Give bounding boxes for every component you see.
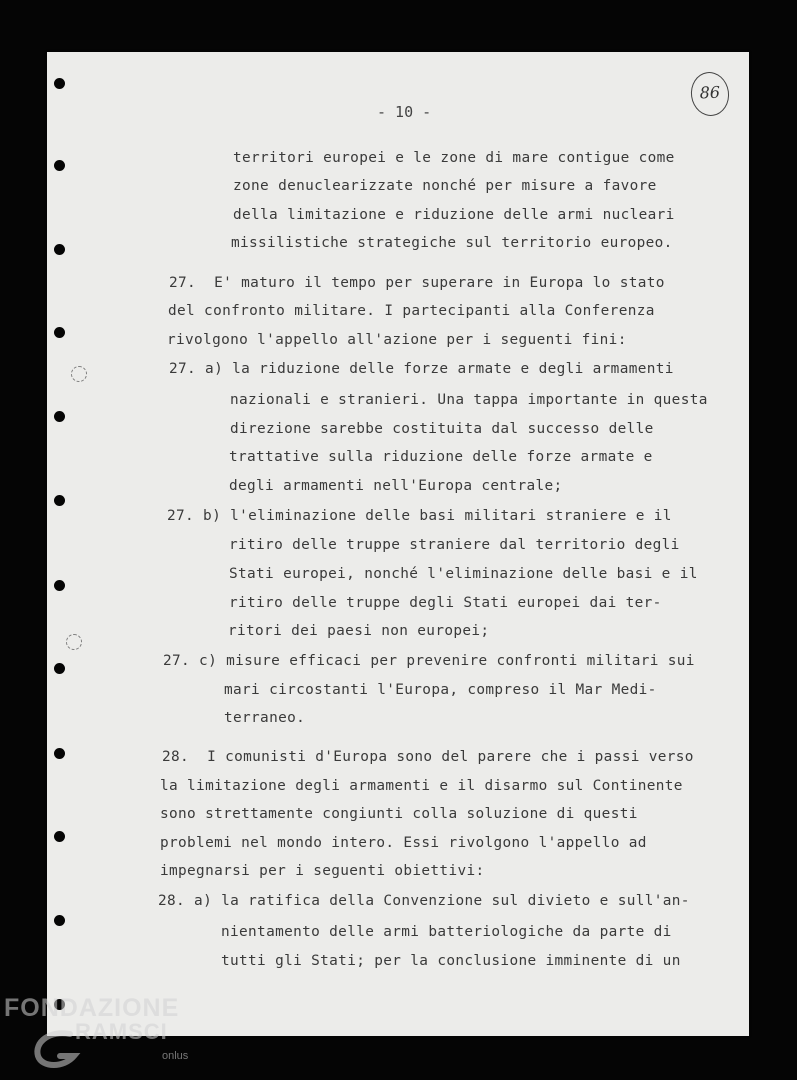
text-line: nientamento delle armi batteriologiche da parte di (221, 924, 672, 940)
punch-hole (54, 495, 65, 506)
punch-hole (54, 748, 65, 759)
archive-stamp (688, 70, 732, 119)
page-number: - 10 - (377, 103, 432, 121)
text-line: ritori dei paesi non europei; (228, 623, 490, 639)
text-line: della limitazione e riduzione delle armi nucleari (233, 207, 675, 223)
watermark-line2: RAMSCI (75, 1019, 168, 1044)
text-line: missilistiche strategiche sul territorio europeo. (231, 235, 673, 251)
text-line: ritiro delle truppe straniere dal territorio degli (229, 537, 680, 553)
punch-hole (54, 831, 65, 842)
punch-hole (54, 915, 65, 926)
watermark-line1: FONDAZIONE (4, 994, 180, 1022)
text-line: 28. I comunisti d'Europa sono del parere che i passi verso (162, 749, 694, 765)
punch-hole (54, 327, 65, 338)
punch-hole (54, 244, 65, 255)
punch-hole (54, 78, 65, 89)
text-line: ritiro delle truppe degli Stati europei dai ter- (229, 595, 662, 611)
watermark-fondazione-gramsci (0, 990, 220, 1080)
archive-stamp-number: 86 (699, 82, 721, 103)
text-line: tutti gli Stati; per la conclusione imminente di un (221, 953, 681, 969)
text-line: Stati europei, nonché l'eliminazione delle basi e il (229, 566, 698, 582)
reinforcement-ring (66, 634, 82, 650)
text-line: nazionali e stranieri. Una tappa importante in questa (230, 392, 708, 408)
text-line: degli armamenti nell'Europa centrale; (229, 478, 563, 494)
text-line: la limitazione degli armamenti e il disarmo sul Continente (160, 778, 683, 794)
punch-hole (54, 580, 65, 591)
punch-hole (54, 160, 65, 171)
text-line: trattative sulla riduzione delle forze armate e (229, 449, 653, 465)
text-line: del confronto militare. I partecipanti alla Conferenza (168, 303, 655, 319)
text-line: territori europei e le zone di mare contigue come (233, 150, 675, 166)
text-line: mari circostanti l'Europa, compreso il Mar Medi- (224, 682, 657, 698)
text-line: 27. c) misure efficaci per prevenire confronti militari sui (163, 653, 695, 669)
punch-hole (54, 663, 65, 674)
text-line: 27. E' maturo il tempo per superare in Europa lo stato (169, 275, 665, 291)
text-line: problemi nel mondo intero. Essi rivolgono l'appello ad (160, 835, 647, 851)
text-line: 28. a) la ratifica della Convenzione sul divieto e sull'an- (158, 893, 690, 909)
text-line: impegnarsi per i seguenti obiettivi: (160, 863, 485, 879)
text-line: 27. a) la riduzione delle forze armate e degli armamenti (169, 361, 674, 377)
reinforcement-ring (71, 366, 87, 382)
text-line: rivolgono l'appello all'azione per i seguenti fini: (167, 332, 627, 348)
text-line: terraneo. (224, 710, 306, 726)
text-line: 27. b) l'eliminazione delle basi militari straniere e il (167, 508, 672, 524)
text-line: direzione sarebbe costituita dal successo delle (230, 421, 654, 437)
watermark-line3: onlus (162, 1050, 189, 1062)
punch-hole (54, 411, 65, 422)
text-line: zone denuclearizzate nonché per misure a favore (233, 178, 657, 194)
text-line: sono strettamente congiunti colla soluzione di questi (160, 806, 638, 822)
